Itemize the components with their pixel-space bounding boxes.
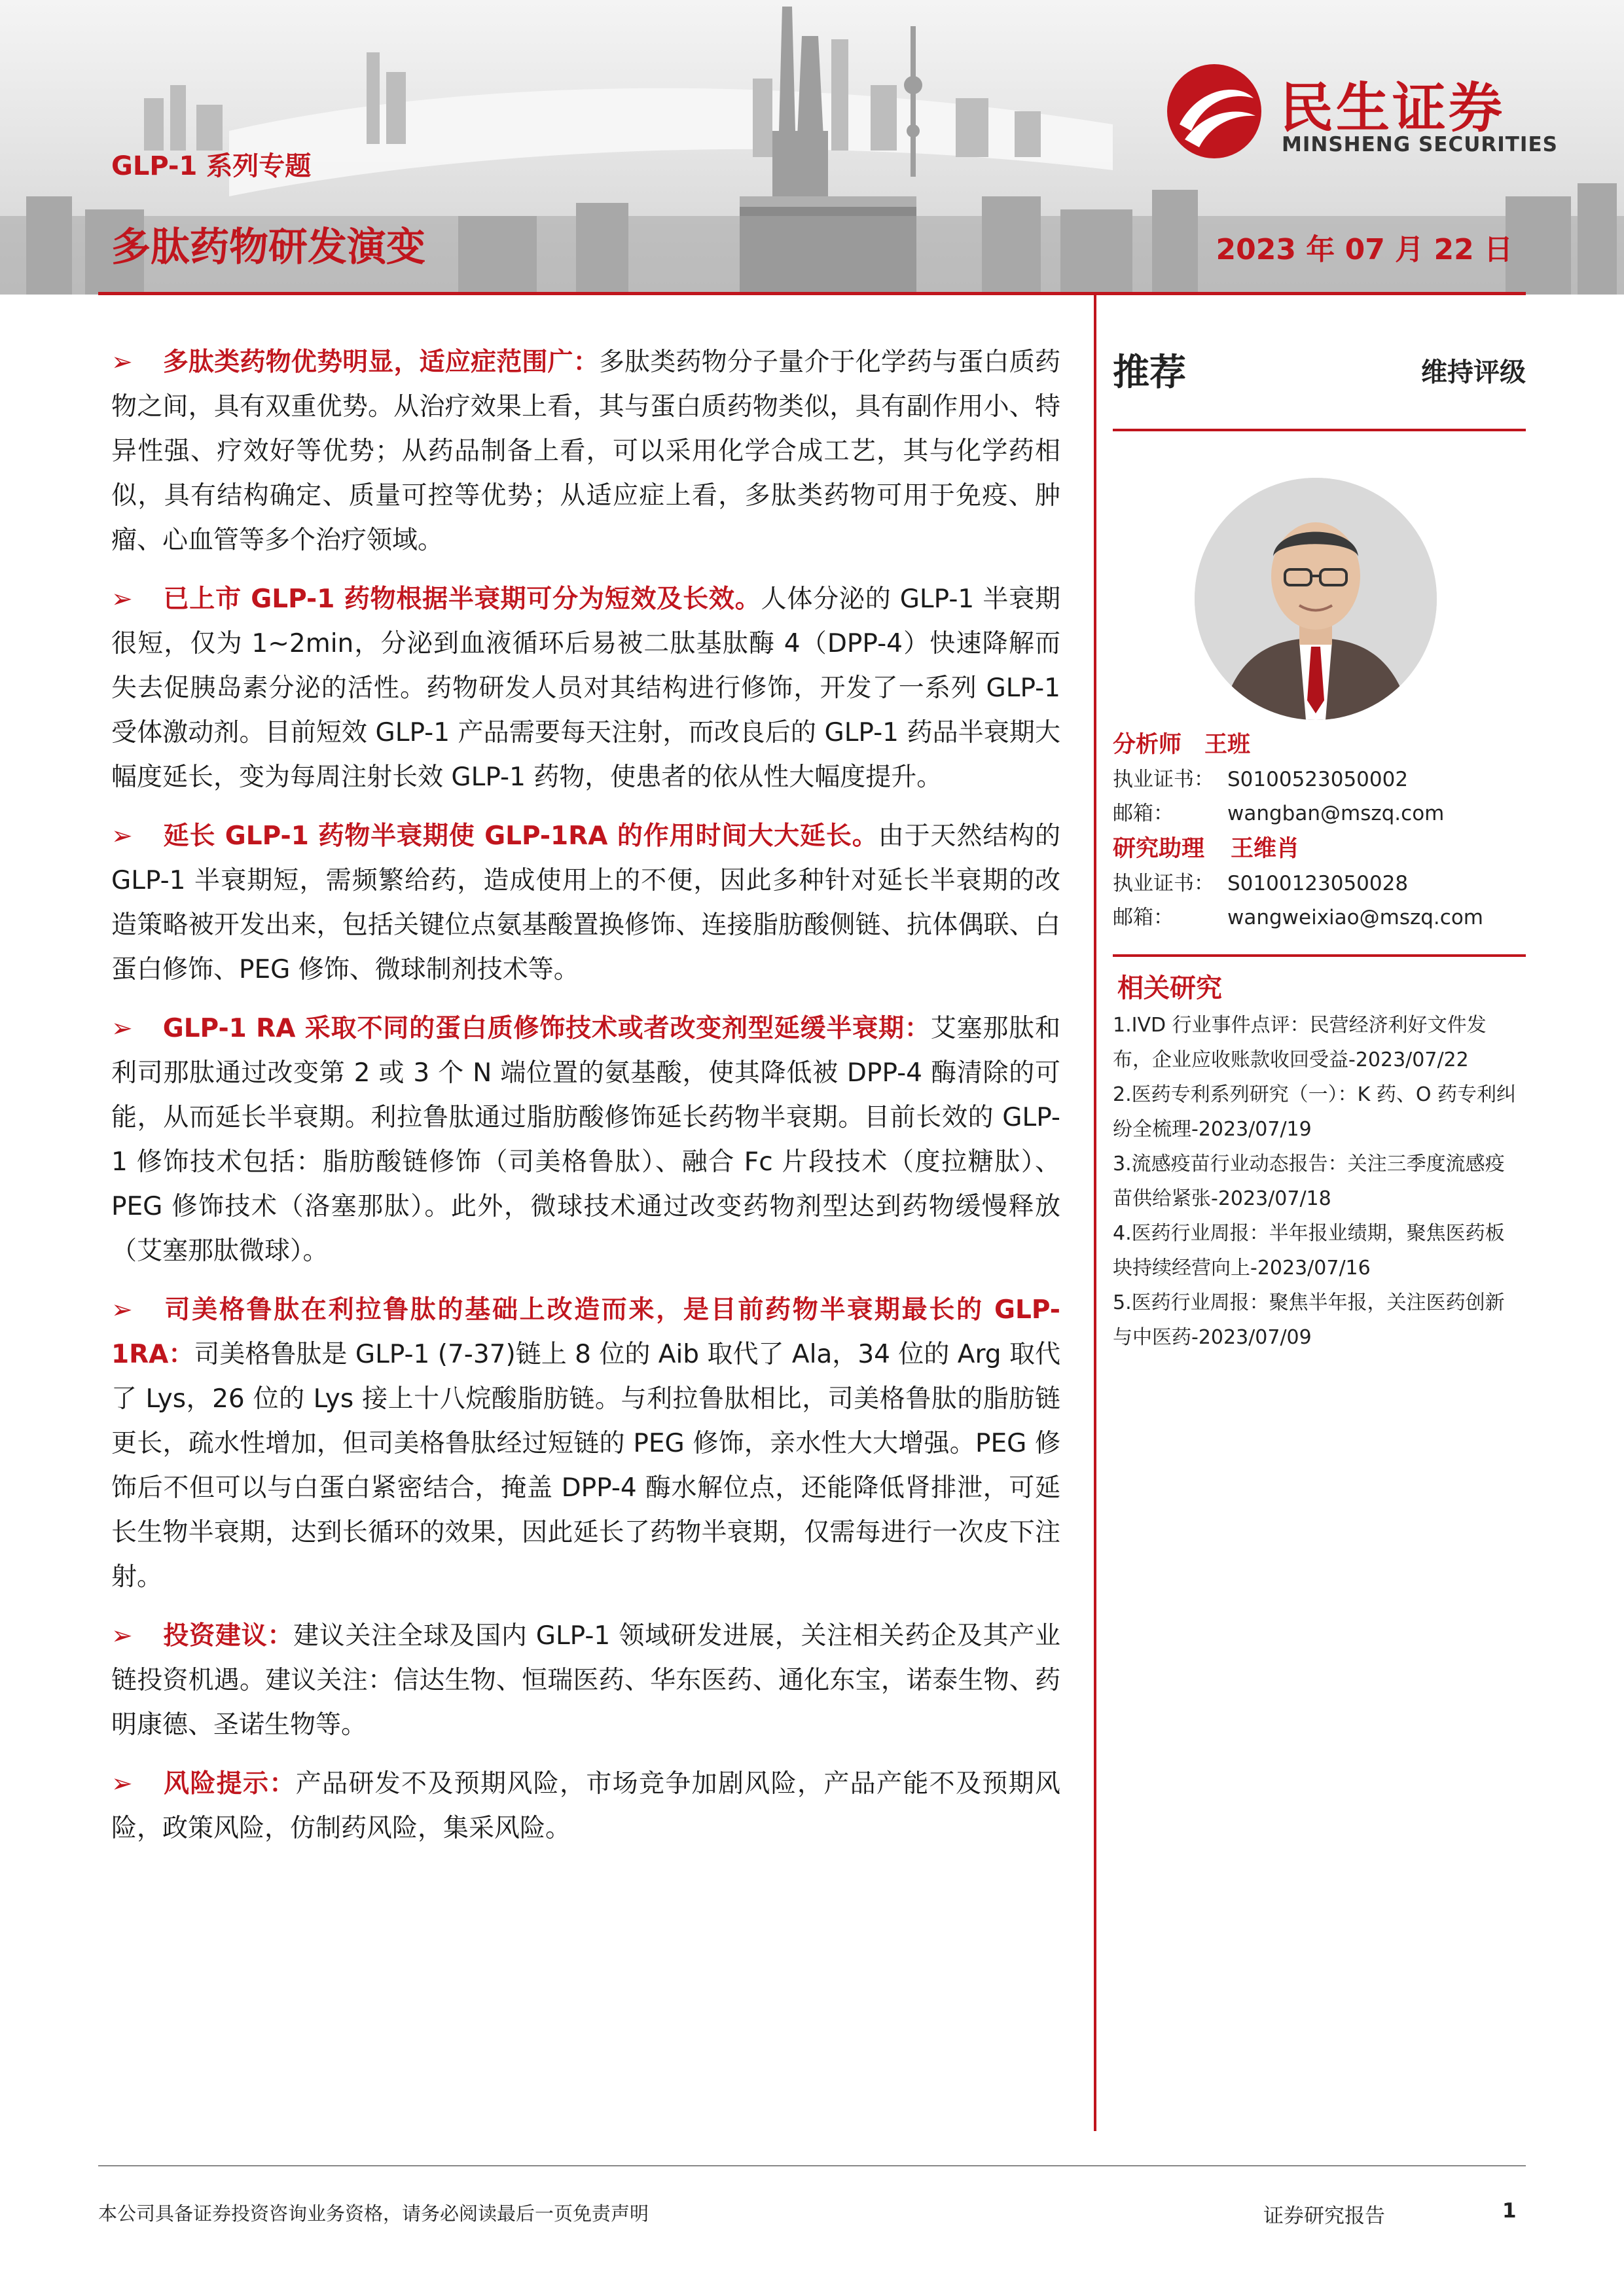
related-divider — [1113, 954, 1526, 957]
bullet-arrow-icon: ➢ — [111, 348, 133, 377]
bullet-lead: 投资建议： — [162, 1621, 294, 1651]
column-divider — [1094, 295, 1096, 2131]
rating-divider — [1113, 429, 1526, 431]
rating-box — [1113, 344, 1526, 396]
related-item[interactable]: 纷全梳理-2023/07/19 — [1113, 1118, 1312, 1141]
brand-name-cn: 民生证券 — [1280, 77, 1506, 139]
footer-divider — [98, 2165, 1526, 2166]
footer-doc-type: 证券研究报告 — [1263, 2204, 1385, 2228]
bullet-paragraph — [111, 1762, 1060, 1851]
bullet-lead: 司美格鲁肽在利拉鲁肽的基础上改造而来，是目前药物半衰期最长的 GLP-1RA： — [111, 1295, 1060, 1369]
bullet-paragraph — [111, 1007, 1060, 1274]
bullet-lead: 已上市 GLP-1 药物根据半衰期可分为短效及长效。 — [162, 584, 761, 614]
analyst-role: 分析师 — [1113, 732, 1182, 758]
bullet-arrow-icon: ➢ — [111, 584, 133, 614]
bullet-text: 建议关注全球及国内 GLP-1 领域研发进展，关注相关药企及其产业链投资机遇。建议关注：信达生物、恒瑞医药、华东医药、通化东宝，诺泰生物、药明康德、圣诺生物等。 — [111, 1621, 1060, 1740]
page-number: 1 — [1502, 2199, 1517, 2223]
cert-label: 执业证书： — [1113, 872, 1214, 895]
bullet-arrow-icon: ➢ — [111, 1014, 133, 1043]
related-item[interactable]: 与中医药-2023/07/09 — [1113, 1326, 1312, 1349]
related-item[interactable]: 苗供给紧张-2023/07/18 — [1113, 1187, 1331, 1210]
cert-number: S0100123050028 — [1227, 872, 1409, 895]
bullet-lead: 多肽类药物优势明显，适应症范围广： — [162, 348, 599, 377]
email-label: 邮箱： — [1113, 906, 1174, 929]
brand-logo — [1165, 62, 1584, 167]
related-item[interactable]: 3.流感疫苗行业动态报告：关注三季度流感疫 — [1113, 1153, 1505, 1175]
bullet-lead: 风险提示： — [162, 1769, 296, 1799]
bullet-text: 产品研发不及预期风险，市场竞争加剧风险，产品产能不及预期风险，政策风险，仿制药风险，集采风险。 — [111, 1769, 1060, 1843]
related-item[interactable]: 块持续经营向上-2023/07/16 — [1113, 1257, 1371, 1280]
related-item[interactable]: 4.医药行业周报：半年报业绩期，聚焦医药板 — [1113, 1222, 1505, 1245]
footer-disclaimer: 本公司具备证券投资咨询业务资格，请务必阅读最后一页免责声明 — [98, 2202, 649, 2225]
related-item[interactable]: 5.医药行业周报：聚焦半年报，关注医药创新 — [1113, 1291, 1505, 1314]
bullet-text: 人体分泌的 GLP-1 半衰期很短，仅为 1~2min，分泌到血液循环后易被二肽基肽酶 4（DPP-4）快速降解而失去促胰岛素分泌的活性。药物研发人员对其结构进行修饰，开发了一系列 GLP-1 受体激动剂。目前短效 GLP-1 产品需要每天注射，而改良后的 GLP-1 药品半衰期大幅度延长，变为每周注射长效 GLP-1 药物，使患者的依从性大幅度提升。 — [111, 584, 1060, 792]
bullet-text: 司美格鲁肽是 GLP-1 (7-37)链上 8 位的 Aib 取代了 Ala，34 位的 Arg 取代了 Lys，26 位的 Lys 接上十八烷酸脂肪链。与利拉鲁肽相比，司美格鲁肽的脂肪链更长，疏水性增加，但司美格鲁肽经过短链的 PEG 修饰，亲水性大大增强。PEG 修饰后不但可以与白蛋白紧密结合，掩盖 DPP-4 酶水解位点，还能降低肾排泄，可延长生物半衰期，达到长循环的效果，因此延长了药物半衰期，仅需每进行一次皮下注射。 — [111, 1340, 1060, 1592]
analyst-portrait-icon — [1195, 478, 1437, 720]
header-banner — [0, 0, 1624, 295]
analyst-email-link[interactable]: wangban@mszq.com — [1227, 802, 1445, 825]
related-item[interactable]: 1.IVD 行业事件点评：民营经济利好文件发 — [1113, 1014, 1487, 1037]
bullet-text: 由于天然结构的 GLP-1 半衰期短，需频繁给药，造成使用上的不便，因此多种针对延长半衰期的改造策略被开发出来，包括关键位点氨基酸置换修饰、连接脂肪酸侧链、抗体偶联、白蛋白修饰、PEG 修饰、微球制剂技术等。 — [111, 821, 1060, 984]
bullet-arrow-icon: ➢ — [111, 1621, 133, 1651]
header-divider — [98, 292, 1526, 295]
email-label: 邮箱： — [1113, 802, 1174, 825]
bullet-paragraph — [111, 814, 1060, 992]
bullet-arrow-icon: ➢ — [111, 1295, 133, 1325]
bullet-text: 多肽类药物分子量介于化学药与蛋白质药物之间，具有双重优势。从治疗效果上看，其与蛋白质药物类似，具有副作用小、特异性强、疗效好等优势；从药品制备上看，可以采用化学合成工艺，其与化学药相似，具有结构确定、质量可控等优势；从适应症上看，多肽类药物可用于免疫、肿瘤、心血管等多个治疗领域。 — [111, 348, 1060, 555]
brand-name-en: MINSHENG SECURITIES — [1282, 133, 1558, 156]
related-item[interactable]: 2.医药专利系列研究（一）：K 药、O 药专利纠 — [1113, 1083, 1516, 1106]
analyst-email-link[interactable]: wangweixiao@mszq.com — [1227, 906, 1483, 929]
bullet-arrow-icon: ➢ — [111, 821, 133, 851]
analyst-role: 研究助理 — [1113, 836, 1205, 862]
bullet-paragraph — [111, 340, 1060, 563]
bullet-lead: GLP-1 RA 采取不同的蛋白质修饰技术或者改变剂型延缓半衰期： — [162, 1014, 931, 1043]
bullet-lead: 延长 GLP-1 药物半衰期使 GLP-1RA 的作用时间大大延长。 — [162, 821, 878, 851]
rating-note: 维持评级 — [1421, 357, 1526, 387]
related-item[interactable]: 布，企业应收账款收回受益-2023/07/22 — [1113, 1049, 1469, 1071]
analyst-name: 王维肖 — [1231, 836, 1300, 862]
summary-section — [111, 340, 1060, 1865]
cert-number: S0100523050002 — [1227, 768, 1409, 791]
bullet-paragraph — [111, 1288, 1060, 1600]
bullet-arrow-icon: ➢ — [111, 1769, 133, 1799]
analyst-name: 王班 — [1204, 732, 1251, 758]
bullet-paragraph — [111, 577, 1060, 800]
related-research-title: 相关研究 — [1117, 973, 1222, 1003]
report-title: 多肽药物研发演变 — [111, 224, 425, 270]
analyst-photo — [1195, 478, 1437, 720]
related-research-list — [1113, 1008, 1526, 1355]
bullet-paragraph — [111, 1614, 1060, 1748]
analyst-block — [1113, 726, 1526, 935]
report-date: 2023 年 07 月 22 日 — [1216, 233, 1513, 266]
bullet-text: 艾塞那肽和利司那肽通过改变第 2 或 3 个 N 端位置的氨基酸，使其降低被 DPP-4 酶清除的可能，从而延长半衰期。利拉鲁肽通过脂肪酸修饰延长药物半衰期。目前长效的 GLP-1 修饰技术包括：脂肪酸链修饰（司美格鲁肽）、融合 Fc 片段技术（度拉糖肽）、PEG 修饰技术（洛塞那肽）。此外，微球技术通过改变药物剂型达到药物缓慢释放（艾塞那肽微球）。 — [111, 1014, 1060, 1266]
cert-label: 执业证书： — [1113, 768, 1214, 791]
minsheng-logo-icon — [1165, 62, 1263, 160]
series-title: GLP-1 系列专题 — [111, 151, 312, 181]
rating-value: 推荐 — [1113, 351, 1186, 394]
